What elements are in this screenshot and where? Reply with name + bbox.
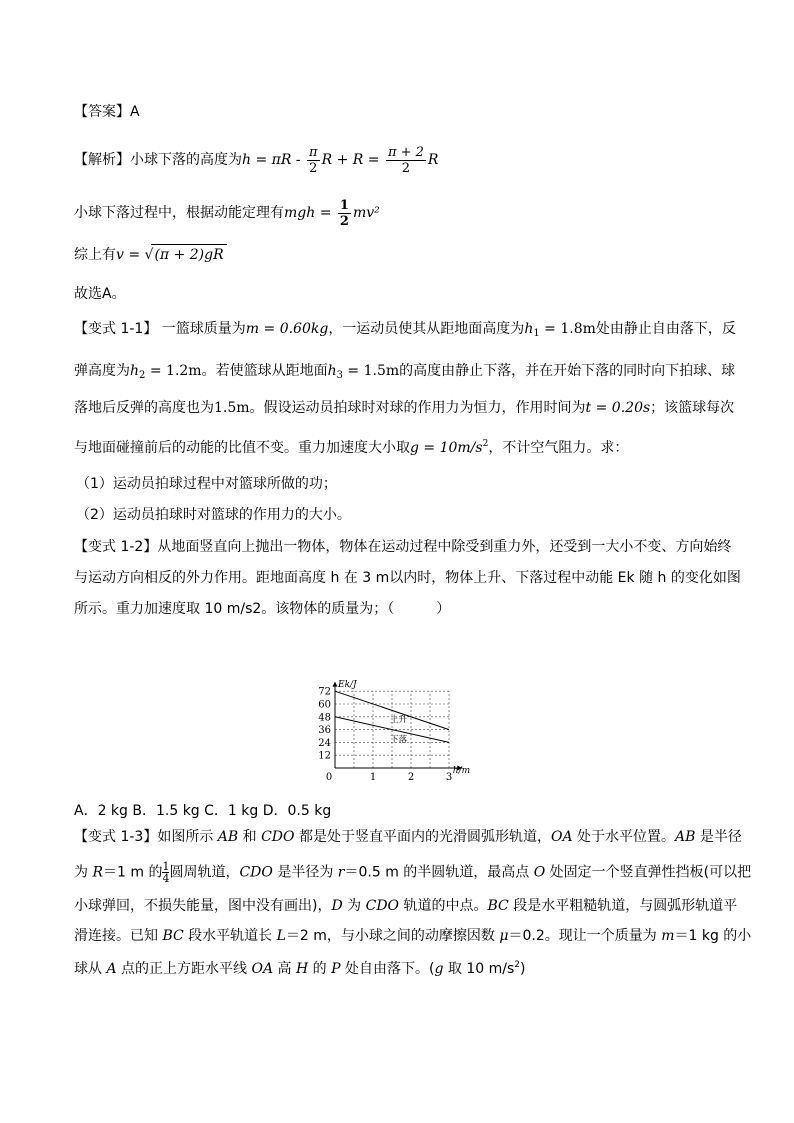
- analysis-label: 【解析】: [74, 152, 130, 168]
- variant-1-1-line-3: [74, 398, 734, 418]
- series-label: 下落: [390, 735, 408, 746]
- analysis-conclusion: [74, 284, 126, 304]
- variant-1-3-line-2: [74, 861, 751, 884]
- math: OA: [550, 829, 573, 845]
- text: 从地面竖直向上抛出一物体，物体在运动过程中除受到重力外，还受到一大小不变、方向始终: [157, 539, 732, 555]
- math: AB: [217, 829, 239, 845]
- math: g: [434, 961, 444, 977]
- variant-1-1-label: 【变式 1-1】: [74, 321, 158, 337]
- text: ＝0.2。现让一个质量为: [508, 928, 662, 944]
- math: r: [337, 864, 345, 881]
- fraction-pi-plus-2-over-2: [386, 145, 426, 176]
- sqrt-expr: (π + 2)gR: [151, 244, 226, 265]
- frac-den: 2: [401, 160, 411, 176]
- answer-value: A: [130, 104, 140, 120]
- variant-1-3-line-4: [74, 926, 751, 946]
- text: 球从: [74, 961, 107, 977]
- variant-1-3-label: 【变式 1-3】: [74, 829, 158, 845]
- y-axis-arrow: [333, 682, 338, 687]
- variant-1-1-line-1: [74, 319, 736, 344]
- variant-1-2-line-1: [74, 537, 731, 557]
- math: = 1.2m: [145, 363, 202, 379]
- text: 的高度由静止下落，并在开始下落的同时向下拍球、球: [399, 363, 736, 379]
- y-tick-label: 36: [318, 725, 331, 737]
- math: P: [331, 961, 341, 977]
- v-expr: v =: [116, 247, 141, 263]
- h-expr-a: h = πR -: [242, 152, 301, 168]
- frac-num: π + 2: [387, 144, 424, 160]
- ek-h-chart-svg: [313, 632, 471, 783]
- text: ＝1 m 的: [103, 864, 163, 881]
- text: 一篮球质量为: [161, 321, 246, 337]
- answer-label: 【答案】: [74, 104, 130, 120]
- frac-den: 2: [339, 213, 349, 229]
- variant-1-3-line-1: [74, 827, 742, 847]
- analysis-line-1: [74, 143, 438, 177]
- math: m: [661, 928, 675, 944]
- frac-num: π: [309, 144, 318, 160]
- math: AB: [675, 829, 696, 845]
- text: 处自由落下。(: [340, 961, 435, 977]
- x-tick-label: 1: [369, 772, 377, 783]
- frac-den: 2: [309, 160, 318, 176]
- text: 圆周轨道，: [169, 864, 240, 881]
- analysis-text-2: 小球下落过程中，根据动能定理有: [74, 205, 284, 221]
- text: 弹高度为: [74, 363, 130, 379]
- variant-1-1-question-2: [76, 505, 351, 525]
- text: 处固定一个竖直弹性挡板(可以把: [545, 864, 752, 881]
- math: 1.5m: [214, 400, 250, 416]
- math: H: [295, 961, 309, 977]
- text: 段水平轨道长: [183, 928, 277, 944]
- text: ＝1 kg 的小: [674, 928, 752, 944]
- subscript: 3: [336, 370, 343, 381]
- analysis-line-2: [74, 196, 380, 230]
- math: L: [276, 928, 286, 944]
- math: μ: [499, 928, 509, 944]
- text: 与运动方向相反的外力作用。距地面高度 h 在 3 m以内时，物体上升、下落过程中动能 Ek 随 h 的变化如图: [74, 570, 741, 586]
- math: = 1.5m: [342, 363, 400, 379]
- analysis-text-3: 综上有: [74, 247, 116, 263]
- math: OA: [251, 961, 274, 977]
- variant-1-1-question-1: [76, 474, 337, 494]
- math: CDO: [239, 864, 273, 881]
- frac-num: 1: [162, 860, 170, 873]
- math: h: [524, 321, 534, 337]
- text: ，不计空气阻力。求：: [488, 440, 629, 456]
- variant-1-2-line-2: [74, 568, 741, 588]
- fraction-pi-over-2: [307, 145, 320, 176]
- y-tick-label: 48: [318, 712, 331, 724]
- text: 所示。重力加速度取 10 m/s2。该物体的质量为；（ ）: [74, 601, 451, 617]
- superscript: 2: [514, 960, 520, 970]
- text: 是半径为: [272, 864, 338, 881]
- question-text: （1）运动员拍球过程中对篮球所做的功；: [76, 476, 337, 492]
- variant-1-2-options: [74, 801, 331, 821]
- x-tick-label: 2: [407, 772, 415, 783]
- y-tick-label: 60: [318, 699, 331, 711]
- text: 轨道的中点。: [399, 898, 488, 914]
- math: D: [331, 898, 343, 914]
- variant-1-3-line-3: [74, 896, 737, 916]
- text: 和: [238, 829, 262, 845]
- text: ＝2 m，与小球之间的动摩擦因数: [285, 928, 500, 944]
- series-label: 上升: [390, 714, 408, 725]
- energy-expr-a: mgh =: [284, 205, 332, 221]
- y-tick-label: 12: [318, 750, 331, 762]
- options-text: A．2 kg B．1.5 kg C．1 kg D．0.5 kg: [74, 803, 332, 819]
- text: 。若使篮球从距地面: [201, 363, 328, 379]
- text: 点的正上方距水平线: [116, 961, 252, 977]
- variant-1-1-line-4: [74, 434, 628, 458]
- text: 都是处于竖直平面内的光滑圆弧形轨道，: [294, 829, 551, 845]
- math: BC: [162, 928, 184, 944]
- math: R: [92, 864, 103, 881]
- math: BC: [487, 898, 509, 914]
- answer-line: [74, 102, 140, 122]
- fraction-half: [338, 198, 351, 229]
- frac-den: 4: [162, 872, 170, 885]
- text: 。假设运动员拍球时对球的作用力为恒力，作用时间为: [249, 400, 586, 416]
- math: CDO: [261, 829, 295, 845]
- text: 是半径: [695, 829, 742, 845]
- math: g = 10m/s: [410, 440, 483, 456]
- text: 处由静止自由落下，反: [595, 321, 736, 337]
- sqrt-symbol: √: [144, 247, 154, 263]
- text: ，一运动员使其从距地面高度为: [328, 321, 525, 337]
- math: A: [106, 961, 117, 977]
- question-text: （2）运动员拍球时对篮球的作用力的大小。: [76, 507, 351, 523]
- text: 与地面碰撞前后的动能的比值不变。重力加速度大小取: [74, 440, 410, 456]
- text: 为: [74, 864, 93, 881]
- x-tick-label: 0: [325, 772, 333, 783]
- y-tick-label: 72: [318, 686, 331, 698]
- text: 如图所示: [157, 829, 218, 845]
- text: 高: [273, 961, 296, 977]
- subscript: 2: [139, 370, 146, 381]
- text: 处于水平位置。: [572, 829, 676, 845]
- text: 滑连接。已知: [74, 928, 163, 944]
- conclusion-text: 故选A。: [74, 286, 126, 302]
- math: O: [533, 864, 546, 881]
- text: 取 10 m/s: [443, 961, 515, 977]
- y-axis-label: Ek/J: [338, 679, 357, 690]
- h-expr-c: R: [427, 152, 439, 168]
- variant-1-2-label: 【变式 1-2】: [74, 539, 158, 555]
- text: ＝0.5 m 的半圆轨道，最高点: [344, 864, 534, 881]
- text: ；该篮球每次: [650, 400, 735, 416]
- energy-expr-b: mv²: [352, 205, 380, 221]
- math: h: [130, 363, 140, 379]
- h-expr-b: R + R =: [321, 152, 380, 168]
- math: h: [327, 363, 337, 379]
- text: ): [519, 961, 526, 977]
- subscript: 1: [533, 328, 540, 339]
- text: 为: [342, 898, 366, 914]
- y-tick-label: 24: [318, 737, 331, 749]
- x-tick-label: 3: [445, 772, 453, 783]
- text: 段是水平粗糙轨道，与圆弧形轨道平: [508, 898, 738, 914]
- x-axis-label: h/m: [452, 766, 471, 776]
- superscript: 2: [482, 439, 489, 449]
- math: CDO: [365, 898, 400, 914]
- ek-h-chart: [313, 632, 471, 783]
- variant-1-3-line-5: [74, 955, 525, 979]
- math: m = 0.60kg: [245, 321, 329, 337]
- text: 的: [308, 961, 332, 977]
- analysis-text-1: 小球下落的高度为: [130, 152, 242, 168]
- math: = 1.8m: [539, 321, 596, 337]
- text: 小球弹回，不损失能量，图中没有画出)，: [74, 898, 332, 914]
- variant-1-2-line-3: [74, 599, 450, 619]
- frac-num: 1: [339, 197, 349, 213]
- analysis-line-3: [74, 244, 227, 265]
- variant-1-1-line-2: [74, 361, 735, 386]
- text: 落地后反弹的高度也为: [74, 400, 214, 416]
- math: t = 0.20s: [585, 400, 651, 416]
